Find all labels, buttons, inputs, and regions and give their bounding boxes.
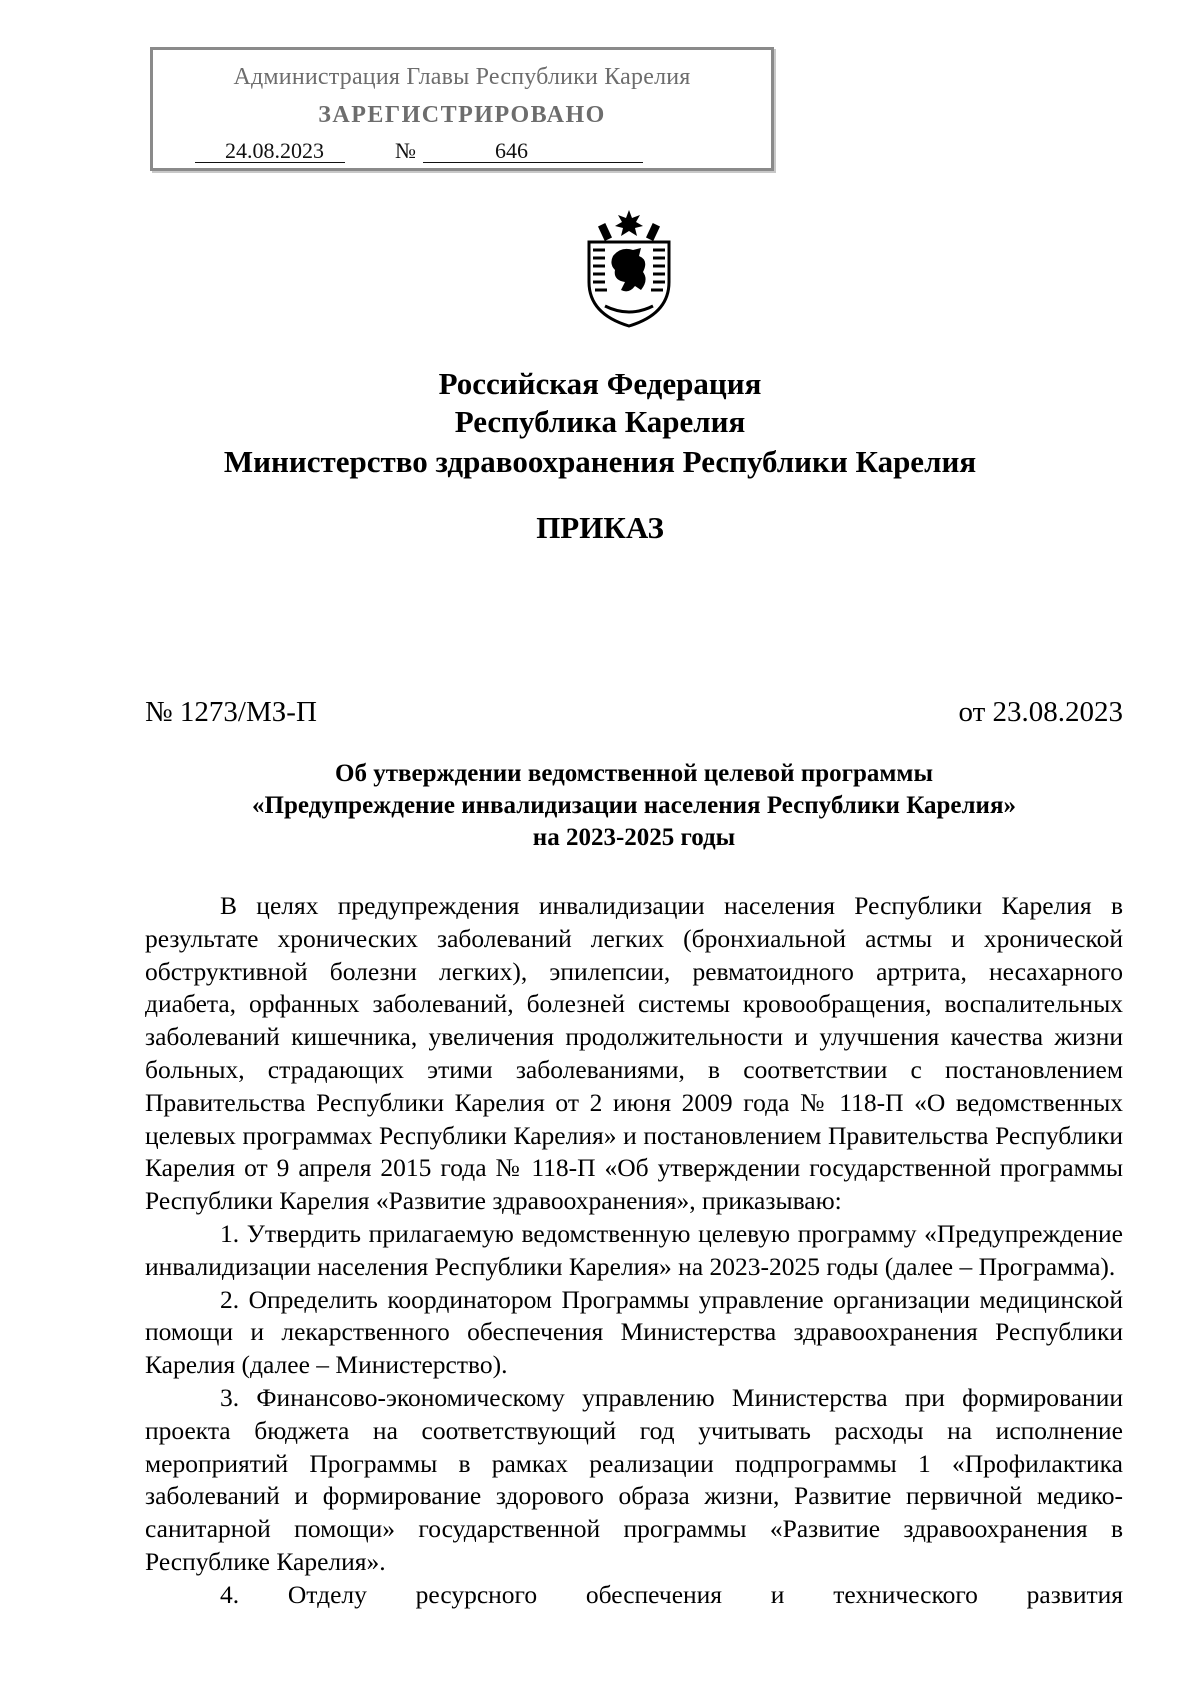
subject-line-1: Об утверждении ведомственной целевой программы <box>335 760 933 787</box>
order-date: от 23.08.2023 <box>958 696 1123 728</box>
stamp-number: 646 <box>495 138 528 163</box>
order-number: № 1273/МЗ-П <box>145 696 317 728</box>
header-ministry: Министерство здравоохранения Республики Карелия <box>223 444 977 479</box>
header-republic: Республика Карелия <box>454 404 746 439</box>
order-subject <box>145 758 1123 854</box>
subject-line-2: «Предупреждение инвалидизации населения Республики Карелия» <box>252 792 1016 819</box>
item-3-paragraph: 3. Финансово-экономическому управлению Министерства при формировании проекта бюджета на соответствующий год учитывать расходы на исполнение мероприятий Программы в рамках реализации подпрограммы 1 «Профилактика заболеваний и формирование здорового образа жизни, Развитие первичной медико-санитарной помощи» государственной программы «Развитие здравоохранения в Республике Карелия». <box>145 1382 1123 1576</box>
item-4-paragraph: 4. Отделу ресурсного обеспечения и технического развития <box>220 1579 1123 1609</box>
stamp-status: ЗАРЕГИСТРИРОВАНО <box>318 102 606 128</box>
document-type: ПРИКАЗ <box>536 510 664 545</box>
stamp-number-sign: № <box>395 138 416 163</box>
stamp-registration-line <box>195 138 528 320</box>
stamp-date: 24.08.2023 <box>225 138 324 163</box>
order-body <box>145 890 1123 1612</box>
item-2-paragraph: 2. Определить координатором Программы управление организации медицинской помощи и лекарственного обеспечения Министерства здравоохранения Республики Карелия (далее – Министерство). <box>145 1284 1123 1380</box>
header-country: Российская Федерация <box>438 366 762 401</box>
registration-stamp <box>150 47 774 171</box>
item-1-paragraph: 1. Утвердить прилагаемую ведомственную целевую программу «Предупреждение инвалидизации населения Республики Карелия» на 2023-2025 годы (далее – Программа). <box>145 1218 1123 1281</box>
preamble-paragraph: В целях предупреждения инвалидизации населения Республики Карелия в результате хронических заболеваний легких (бронхиальной астмы и хронической обструктивной болезни легких), эпилепсии, ревматоидного артрита, несахарного диабета, орфанных заболеваний, болезней системы кровообращения, воспалительных заболеваний кишечника, увеличения продолжительности и улучшения качества жизни больных, страдающих этими заболеваниями, в соответствии с постановлением Правительства Республики Карелия от 2 июня 2009 года № 118-П «О ведомственных целевых программах Республики Карелия» и постановлением Правительства Республики Карелия от 9 апреля 2015 года № 118-П «Об утверждении государственной программы Республики Карелия «Развитие здравоохранения», приказываю: <box>145 891 1123 1216</box>
karelia-coat-of-arms-icon <box>583 210 675 328</box>
subject-line-3: на 2023-2025 годы <box>532 824 736 851</box>
stamp-organization: Администрация Главы Республики Карелия <box>233 64 691 90</box>
